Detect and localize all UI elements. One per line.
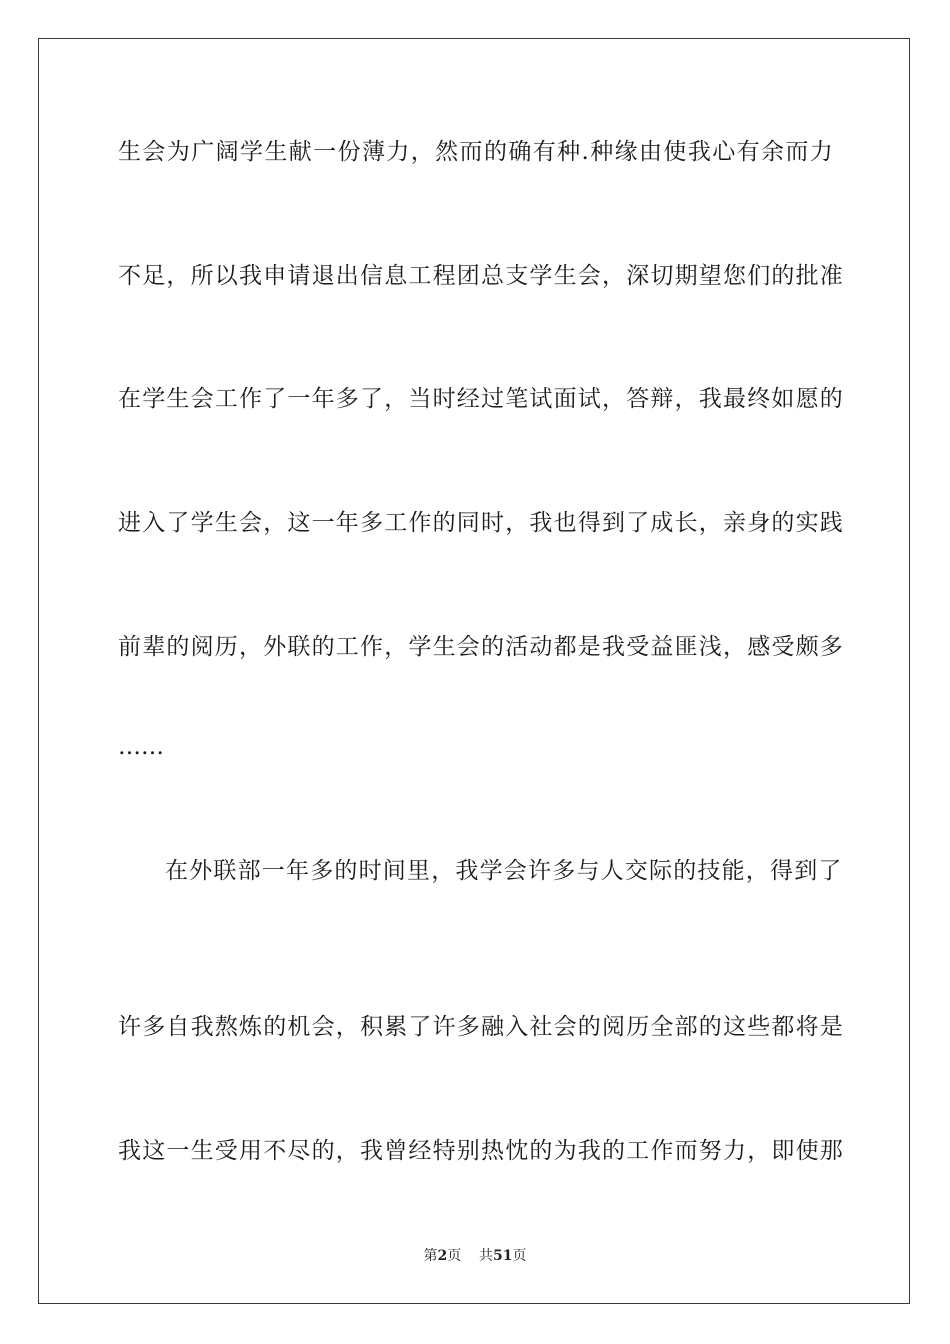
total-prefix: 共: [479, 1248, 494, 1264]
text-line-8: 许多自我熬炼的机会，积累了许多融入社会的阅历全部的这些都将是: [118, 1014, 844, 1040]
text-line-2: 不足，所以我申请退出信息工程团总支学生会，深切期望您们的批准: [118, 263, 844, 289]
text-line-5: 前辈的阅历，外联的工作，学生会的活动都是我受益匪浅，感受颇多: [118, 634, 844, 660]
text-line-6-ellipsis: ……: [118, 734, 164, 760]
page-footer: [0, 1247, 950, 1265]
text-line-1: 生会为广阔学生献一份薄力，然而的确有种.种缘由使我心有余而力: [118, 139, 834, 165]
page-number: 2: [437, 1248, 448, 1264]
total-suffix: 页: [512, 1248, 527, 1264]
page-suffix: 页: [447, 1248, 462, 1264]
text-line-3: 在学生会工作了一年多了，当时经过笔试面试，答辩，我最终如愿的: [118, 386, 844, 412]
page-border: [38, 38, 910, 1304]
paragraph-start-line: 在外联部一年多的时间里，我学会许多与人交际的技能，得到了: [165, 858, 843, 884]
total-pages: 51: [493, 1248, 513, 1264]
page-prefix: 第: [423, 1248, 438, 1264]
text-line-9: 我这一生受用不尽的，我曾经特别热忱的为我的工作而努力，即使那: [118, 1138, 844, 1164]
text-line-4: 进入了学生会，这一年多工作的同时，我也得到了成长，亲身的实践: [118, 510, 844, 536]
